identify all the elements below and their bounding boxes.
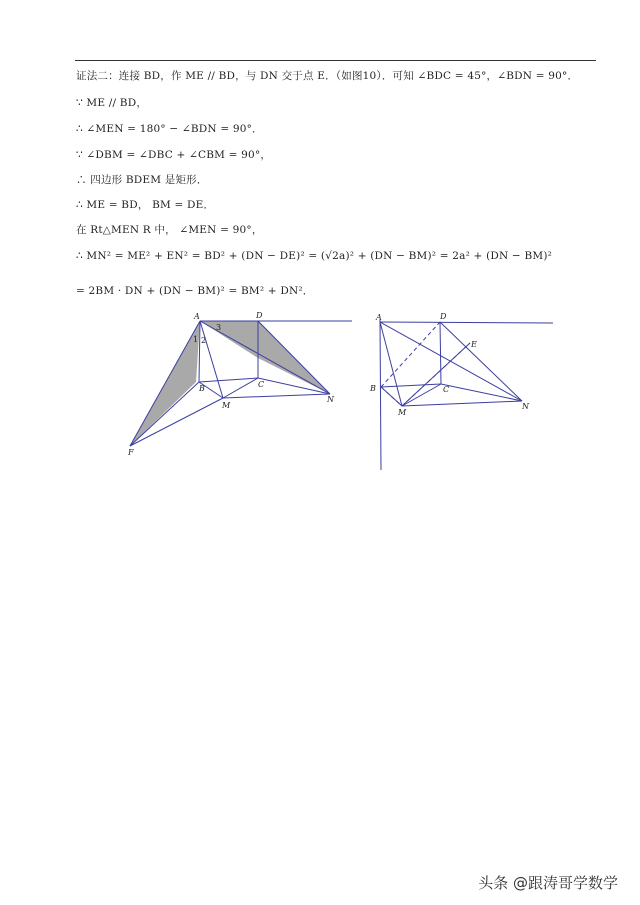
seg-MN — [223, 394, 330, 398]
proof-line-4: ∵ ∠DBM = ∠DBC + ∠CBM = 90°， — [76, 149, 272, 161]
label-left-A: A — [194, 312, 200, 321]
watermark: 头条 @跟涛哥学数学 — [478, 874, 618, 892]
seg-CN-r — [441, 384, 522, 401]
seg-MN-r — [402, 401, 522, 406]
label-left-M: M — [222, 401, 231, 410]
proof-line-8: ∴ MN² = ME² + EN² = BD² + (DN − DE)² = (√2a)² + (DN − BM)² = 2a² + (DN − BM)² — [76, 250, 553, 262]
shade-right-triangle — [200, 321, 258, 358]
figure-right-dashed — [381, 322, 470, 406]
label-right-N: N — [522, 402, 529, 411]
label-left-C: C — [258, 380, 265, 389]
label-right-C: C — [443, 385, 450, 394]
proof-line-7: 在 Rt△MEN R 中， ∠MEN = 90°， — [76, 224, 263, 236]
proof-line-6: ∴ ME = BD， BM = DE． — [76, 199, 215, 211]
seg-vertical-axis — [380, 320, 381, 470]
label-right-D: D — [440, 312, 447, 321]
figure-left — [130, 321, 352, 446]
seg-AD-extended-r — [380, 322, 553, 323]
label-angle-3: 3 — [216, 323, 222, 332]
label-right-B: B — [370, 384, 376, 393]
proof-line-9: = 2BM · DN + (DN − BM)² = BM² + DN²． — [76, 285, 314, 297]
proof-line-3: ∴ ∠MEN = 180° − ∠BDN = 90°． — [76, 123, 263, 135]
label-right-A: A — [376, 313, 382, 322]
seg-AN-r — [380, 322, 522, 401]
proof-line-2: ∵ ME // BD， — [76, 97, 148, 109]
label-left-B: B — [199, 384, 205, 393]
seg-BC — [199, 378, 258, 382]
proof-line-1: 证法二：连接 BD，作 ME // BD，与 DN 交于点 E．（如图10）．可知 ∠BDC = 45°，∠BDN = 90°． — [76, 70, 579, 82]
proof-line-5: ∴ 四边形 BDEM 是矩形． — [76, 174, 208, 186]
label-left-N: N — [327, 395, 334, 404]
label-left-D: D — [256, 311, 263, 320]
label-angle-2: 2 — [201, 336, 207, 345]
figure-right — [380, 320, 553, 470]
seg-CM — [223, 378, 258, 398]
seg-DC-r — [440, 322, 441, 384]
label-right-M: M — [398, 408, 407, 417]
seg-DN-r — [440, 322, 522, 401]
seg-AM-r — [380, 322, 402, 406]
label-angle-1: 1 — [193, 335, 199, 344]
seg-BD-dashed — [381, 322, 440, 387]
label-left-F: F — [128, 448, 134, 457]
label-right-E: E — [471, 340, 477, 349]
seg-BC-r — [381, 384, 441, 387]
